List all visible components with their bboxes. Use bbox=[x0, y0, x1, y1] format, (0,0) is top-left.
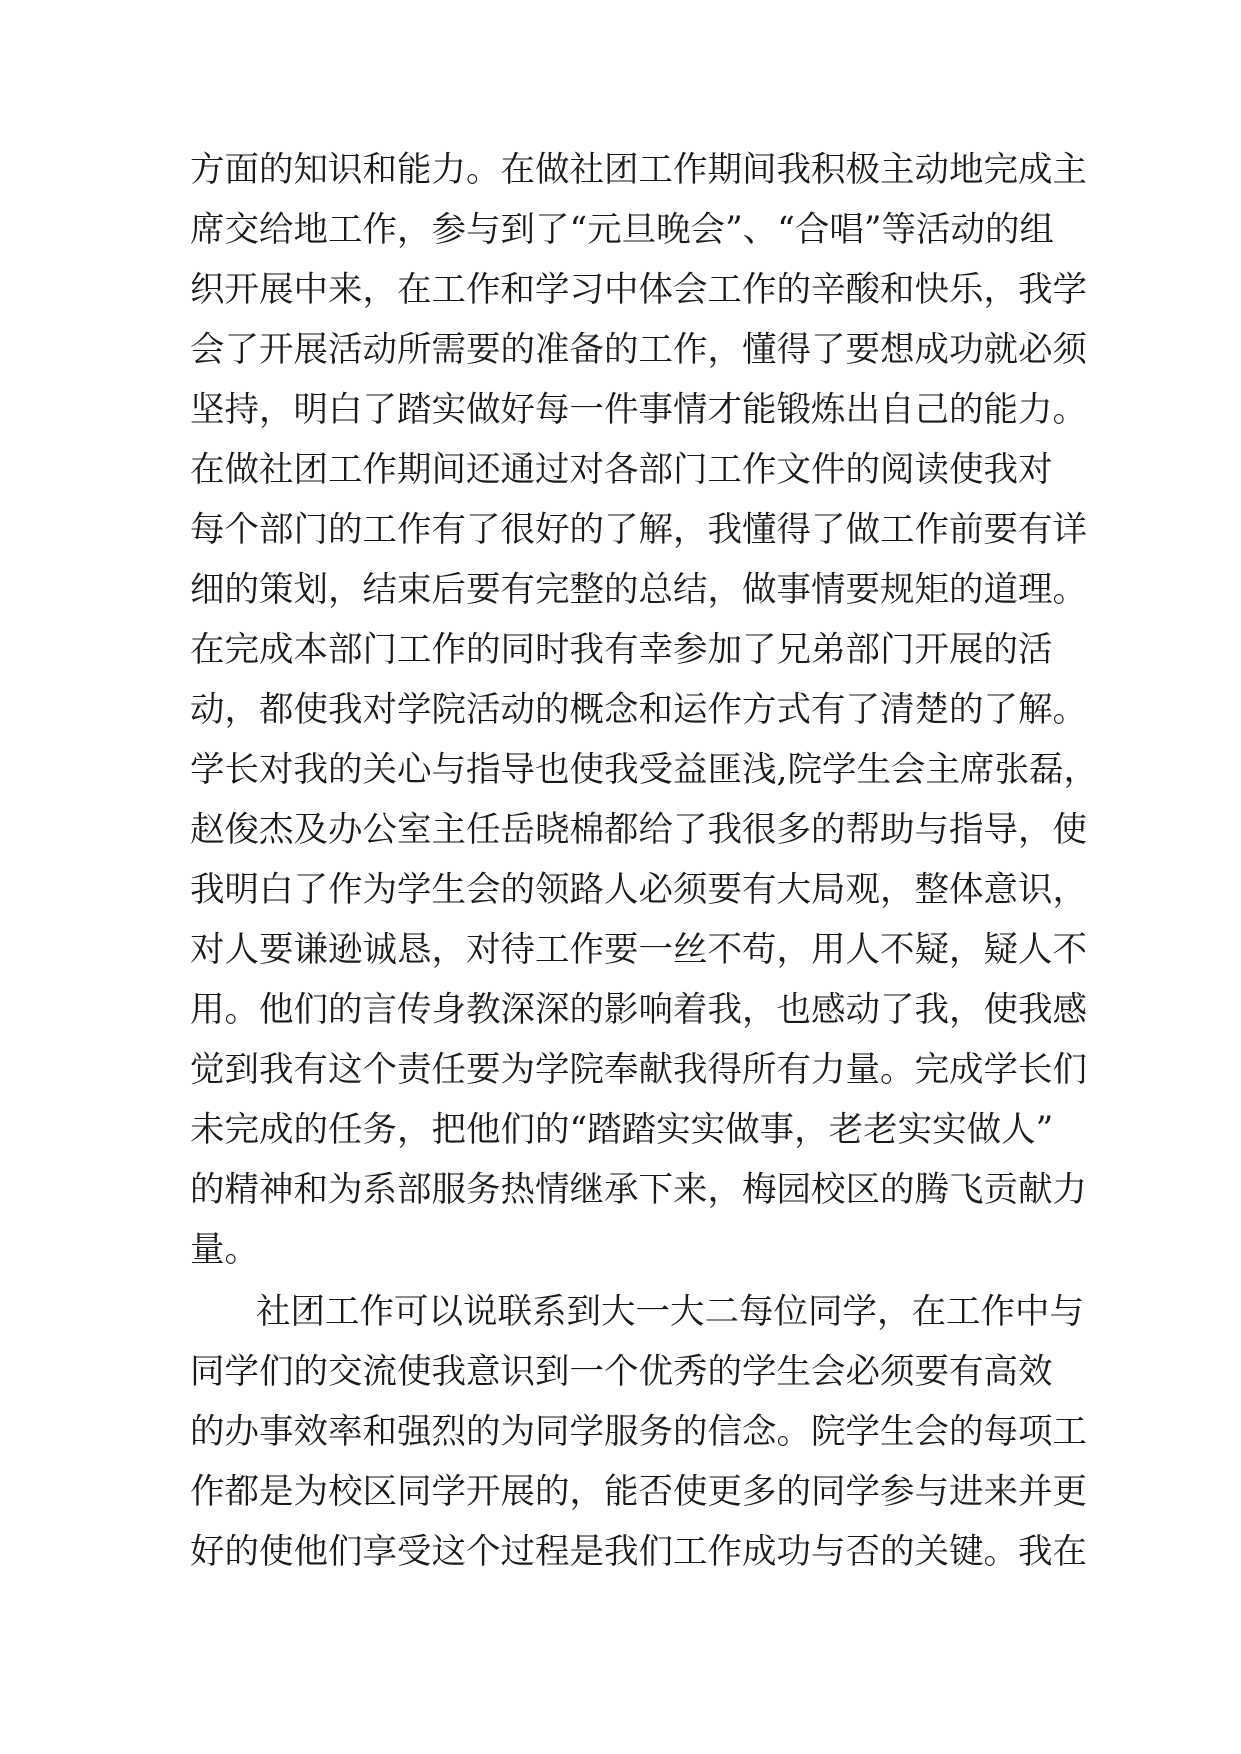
text-line: 觉到我有这个责任要为学院奉献我得所有力量。完成学长们 bbox=[190, 1050, 1087, 1090]
text-line: 席交给地工作，参与到了“元旦晚会”、“合唱”等活动的组 bbox=[190, 210, 1055, 250]
paragraph-end-line: 量。 bbox=[190, 1230, 259, 1270]
text-line: 好的使他们享受这个过程是我们工作成功与否的关键。我在 bbox=[190, 1532, 1087, 1572]
text-line: 用。他们的言传身教深深的影响着我，也感动了我，使我感 bbox=[190, 990, 1087, 1030]
text-line: 在做社团工作期间还通过对各部门工作文件的阅读使我对 bbox=[190, 450, 1053, 490]
text-line: 我明白了作为学生会的领路人必须要有大局观，整体意识， bbox=[190, 870, 1087, 910]
text-line: 在完成本部门工作的同时我有幸参加了兄弟部门开展的活 bbox=[190, 630, 1053, 670]
text-line: 学长对我的关心与指导也使我受益匪浅,院学生会主席张磊， bbox=[190, 750, 1098, 790]
text-line: 作都是为校区同学开展的，能否使更多的同学参与进来并更 bbox=[190, 1472, 1087, 1512]
text-line: 细的策划，结束后要有完整的总结，做事情要规矩的道理。 bbox=[190, 570, 1087, 610]
text-line: 同学们的交流使我意识到一个优秀的学生会必须要有高效 bbox=[190, 1352, 1053, 1392]
text-line: 动，都使我对学院活动的概念和运作方式有了清楚的了解。 bbox=[190, 690, 1087, 730]
paragraph-first-line: 社团工作可以说联系到大一大二每位同学，在工作中与 bbox=[256, 1292, 1084, 1332]
text-line: 的办事效率和强烈的为同学服务的信念。院学生会的每项工 bbox=[190, 1412, 1087, 1452]
text-line: 未完成的任务，把他们的“踏踏实实做事，老老实实做人” bbox=[190, 1110, 1054, 1150]
text-line: 织开展中来，在工作和学习中体会工作的辛酸和快乐，我学 bbox=[190, 270, 1087, 310]
text-line: 会了开展活动所需要的准备的工作，懂得了要想成功就必须 bbox=[190, 330, 1087, 370]
text-line: 坚持，明白了踏实做好每一件事情才能锻炼出自己的能力。 bbox=[190, 390, 1087, 430]
text-line: 的精神和为系部服务热情继承下来，梅园校区的腾飞贡献力 bbox=[190, 1170, 1087, 1210]
text-line: 每个部门的工作有了很好的了解，我懂得了做工作前要有详 bbox=[190, 510, 1087, 550]
text-line: 赵俊杰及办公室主任岳晓棉都给了我很多的帮助与指导，使 bbox=[190, 810, 1087, 850]
text-line: 方面的知识和能力。在做社团工作期间我积极主动地完成主 bbox=[190, 150, 1087, 190]
text-line: 对人要谦逊诚恳，对待工作要一丝不苟，用人不疑，疑人不 bbox=[190, 930, 1087, 970]
